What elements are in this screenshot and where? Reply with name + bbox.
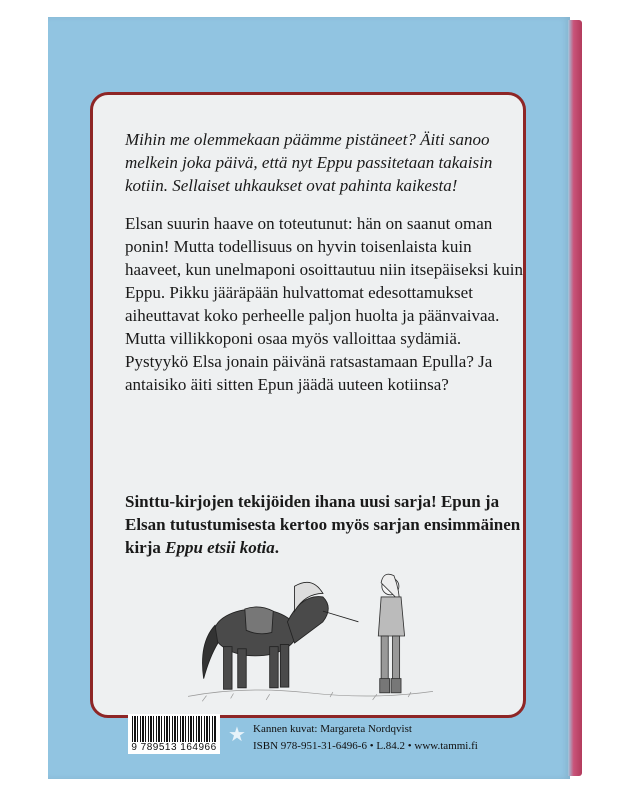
pony-and-girl-illustration bbox=[138, 565, 483, 707]
girl bbox=[378, 574, 404, 693]
blurb-panel bbox=[90, 92, 526, 718]
series-note-text: Sinttu-kirjojen tekijöiden ihana uusi sarja! Epun ja Elsan tutustumisesta kertoo myös sarjan ensimmäinen kirja bbox=[125, 492, 521, 557]
description: Elsan suurin haave on toteutunut: hän on saanut oman ponin! Mutta todellisuus on hyvin toisenlaista kuin haaveet, kun unelmaponi osoittautuu niin itsepäiseksi kuin Eppu. Pikku jääräpään hulvattomat edesottamukset aiheuttavat koko perheelle paljon huolta ja päänvaivaa. Mutta villikkoponi osaa myös valloittaa sydämiä. Pystyykö Elsa jonain päivänä ratsastamaan Epulla? Ja antaisiko äiti sitten Epun jäädä uuteen kotiinsa? bbox=[125, 214, 524, 394]
barcode-number: 9 789513 164966 bbox=[131, 742, 217, 753]
star-icon: ★ bbox=[228, 724, 246, 746]
barcode-bars bbox=[132, 716, 216, 742]
intro-quote: Mihin me olemmekaan päämme pistäneet? Äiti sanoo melkein joka päivä, että nyt Eppu passitetaan takaisin kotiin. Sellaiset uhkaukset ovat pahinta kaikesta! bbox=[125, 130, 493, 195]
series-note-title: Eppu etsii kotia bbox=[165, 538, 275, 557]
isbn-line: ISBN 978-951-31-6496-6 • L.84.2 • www.tammi.fi bbox=[253, 740, 478, 752]
book-spine-edge bbox=[568, 20, 582, 776]
cover-illustrator: Kannen kuvat: Margareta Nordqvist bbox=[253, 723, 412, 735]
pony bbox=[202, 582, 358, 689]
isbn-barcode bbox=[128, 714, 220, 754]
credits bbox=[253, 721, 478, 755]
series-note bbox=[125, 490, 525, 559]
series-note-end: . bbox=[274, 538, 279, 557]
